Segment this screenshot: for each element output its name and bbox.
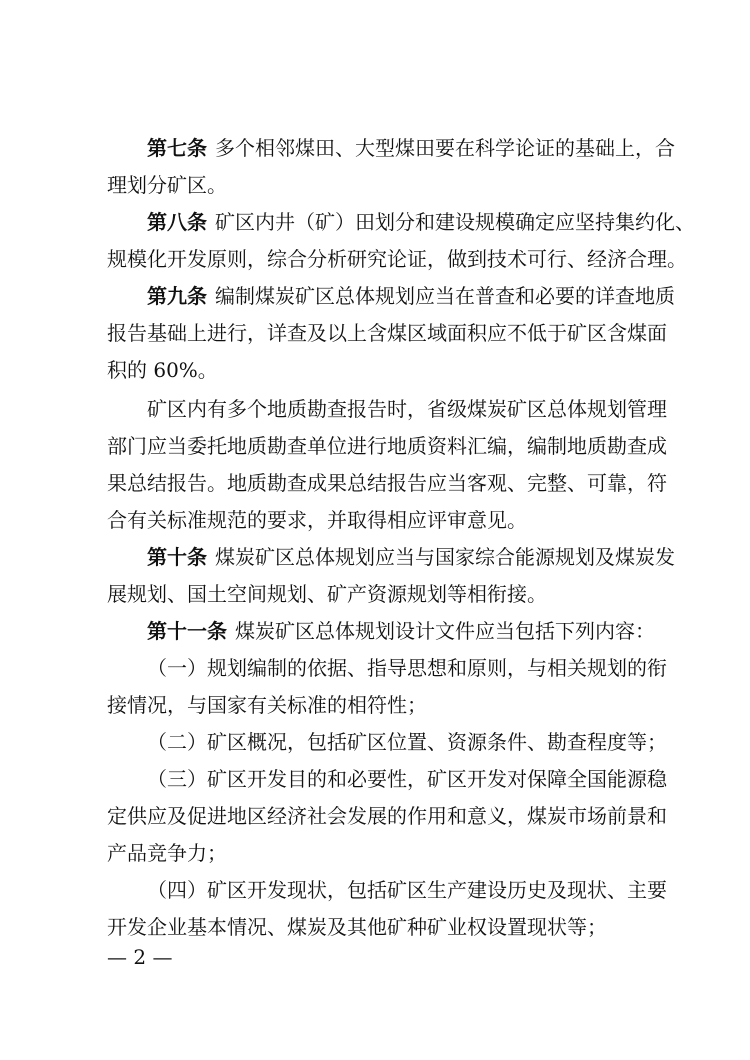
item-3-line-2: 定供应及促进地区经济社会发展的作用和意义，煤炭市场前景和 [107,804,667,828]
article-9-line-3: 积的 60%。 [107,358,218,382]
item-4-line-1: （四）矿区开发现状，包括矿区生产建设历史及现状、主要 [147,878,667,902]
article-8-line-2: 规模化开发原则，综合分析研究论证，做到技术可行、经济合理。 [107,247,687,271]
article-8-heading: 第八条 [147,210,207,234]
article-10-text-1: 煤炭矿区总体规划应当与国家综合能源规划及煤炭发 [215,545,675,569]
article-7-line-1 [147,135,675,161]
article-7-text-1: 多个相邻煤田、大型煤田要在科学论证的基础上，合 [215,136,675,160]
article-9-para-2-line-2: 部门应当委托地质勘查单位进行地质资料汇编，编制地质勘查成 [107,434,667,458]
article-10-heading: 第十条 [147,545,207,569]
article-9-para-2-line-4: 合有关标准规范的要求，并取得相应评审意见。 [107,508,527,532]
article-8-text-1: 矿区内井（矿）田划分和建设规模确定应坚持集约化、 [215,210,695,234]
article-10-line-1 [147,544,675,570]
article-7-line-2: 理划分矿区。 [107,173,227,197]
item-1-line-2: 接情况，与国家有关标准的相符性； [107,693,427,717]
article-7-heading: 第七条 [147,136,207,160]
item-3-line-1: （三）矿区开发目的和必要性，矿区开发对保障全国能源稳 [147,767,667,791]
article-9-text-1: 编制煤炭矿区总体规划应当在普查和必要的详查地质 [215,284,675,308]
article-9-line-1 [147,283,675,309]
item-4-line-2: 开发企业基本情况、煤炭及其他矿种矿业权设置现状等； [107,915,607,939]
page-number: — 2 — [107,945,173,969]
article-9-para-2-line-1: 矿区内有多个地质勘查报告时，省级煤炭矿区总体规划管理 [147,397,667,421]
article-9-line-2: 报告基础上进行，详查及以上含煤区域面积应不低于矿区含煤面 [107,321,667,345]
article-11-heading: 第十一条 [147,619,227,643]
article-9-heading: 第九条 [147,284,207,308]
item-2-line-1: （二）矿区概况，包括矿区位置、资源条件、勘查程度等； [147,730,667,754]
item-1-line-1: （一）规划编制的依据、指导思想和原则，与相关规划的衔 [147,656,667,680]
article-11-line-1 [147,618,655,644]
item-3-line-3: 产品竞争力； [107,841,227,865]
article-8-line-1 [147,209,695,235]
article-9-para-2-line-3: 果总结报告。地质勘查成果总结报告应当客观、完整、可靠，符 [107,471,667,495]
article-10-line-2: 展规划、国土空间规划、矿产资源规划等相衔接。 [107,582,547,606]
article-11-text-1: 煤炭矿区总体规划设计文件应当包括下列内容： [235,619,655,643]
